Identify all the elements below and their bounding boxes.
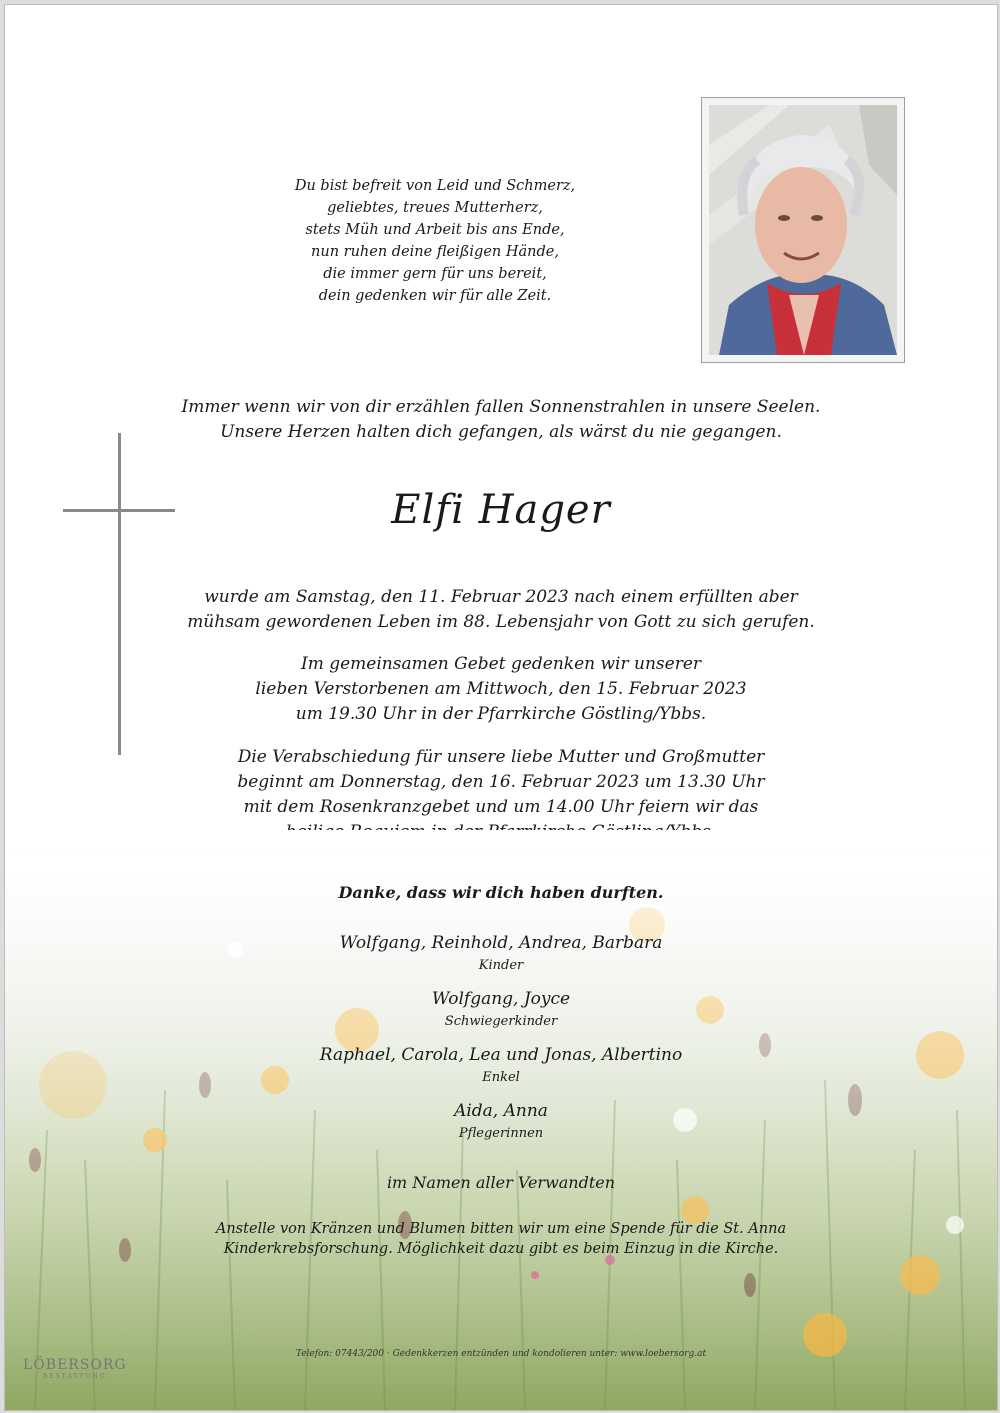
poem-line: stets Müh und Arbeit bis ans Ende, <box>305 222 565 238</box>
mourner-names: Wolfgang, Joyce <box>431 989 571 1009</box>
poem-line: nun ruhen deine fleißigen Hände, <box>311 244 559 260</box>
mourner-role: Pflegerinnen <box>458 1126 544 1141</box>
mourner-names: Aida, Anna <box>454 1101 548 1121</box>
mourner-names: Wolfgang, Reinhold, Andrea, Barbara <box>339 933 663 953</box>
relatives-line: im Namen aller Verwandten <box>386 1173 616 1192</box>
text-line: um 19.30 Uhr in der Pfarrkirche Göstling/Ybbs. <box>295 704 707 724</box>
logo-sub: BESTATTUNG <box>42 1373 107 1380</box>
text-line: Die Verabschiedung für unsere liebe Mutter und Großmutter <box>237 747 765 767</box>
deceased-name: Elfi Hager <box>391 487 611 533</box>
poem <box>245 175 625 307</box>
prayer-notice <box>5 652 997 727</box>
text-line: lieben Verstorbenen am Mittwoch, den 15. Februar 2023 <box>255 679 747 699</box>
poem-line: dein gedenken wir für alle Zeit. <box>318 288 552 304</box>
memorial-quote <box>5 395 997 445</box>
mourner-role: Enkel <box>482 1070 520 1085</box>
logo-brand: LÖBERSORG <box>23 1357 127 1373</box>
text-line: Im gemeinsamen Gebet gedenken wir unserer <box>300 654 702 674</box>
text-line: beginnt am Donnerstag, den 16. Februar 2023 um 13.30 Uhr <box>237 772 765 792</box>
death-notice <box>5 585 997 635</box>
text-line: Kinderkrebsforschung. Möglichkeit dazu gibt es beim Einzug in die Kirche. <box>223 1241 779 1257</box>
poem-line: geliebtes, treues Mutterherz, <box>327 200 543 216</box>
portrait-photo <box>701 97 905 363</box>
portrait-image <box>709 105 897 355</box>
thanks-line: Danke, dass wir dich haben durften. <box>338 883 664 902</box>
mourner-role: Schwiegerkinder <box>444 1014 558 1029</box>
donation-note <box>5 1219 997 1259</box>
mourner-role: Kinder <box>478 958 524 973</box>
obituary-page <box>4 4 998 1411</box>
quote-line: Unsere Herzen halten dich gefangen, als wärst du nie gegangen. <box>220 422 782 442</box>
text-line: wurde am Samstag, den 11. Februar 2023 nach einem erfüllten aber <box>204 587 798 607</box>
text-line: mühsam gewordenen Leben im 88. Lebensjahr von Gott zu sich gerufen. <box>187 612 815 632</box>
contact-line: Telefon: 07443/200 · Gedenkkerzen entzünden und kondolieren unter: www.loebersorg.at <box>295 1349 707 1359</box>
text-line: mit dem Rosenkranzgebet und um 14.00 Uhr feiern wir das <box>243 797 759 817</box>
poem-line: Du bist befreit von Leid und Schmerz, <box>294 178 576 194</box>
funeral-home-logo <box>23 1357 127 1380</box>
poem-line: die immer gern für uns bereit, <box>323 266 547 282</box>
quote-line: Immer wenn wir von dir erzählen fallen Sonnenstrahlen in unsere Seelen. <box>181 397 821 417</box>
mourner-names: Raphael, Carola, Lea und Jonas, Albertino <box>319 1045 683 1065</box>
text-line: Anstelle von Kränzen und Blumen bitten wir um eine Spende für die St. Anna <box>215 1221 787 1237</box>
